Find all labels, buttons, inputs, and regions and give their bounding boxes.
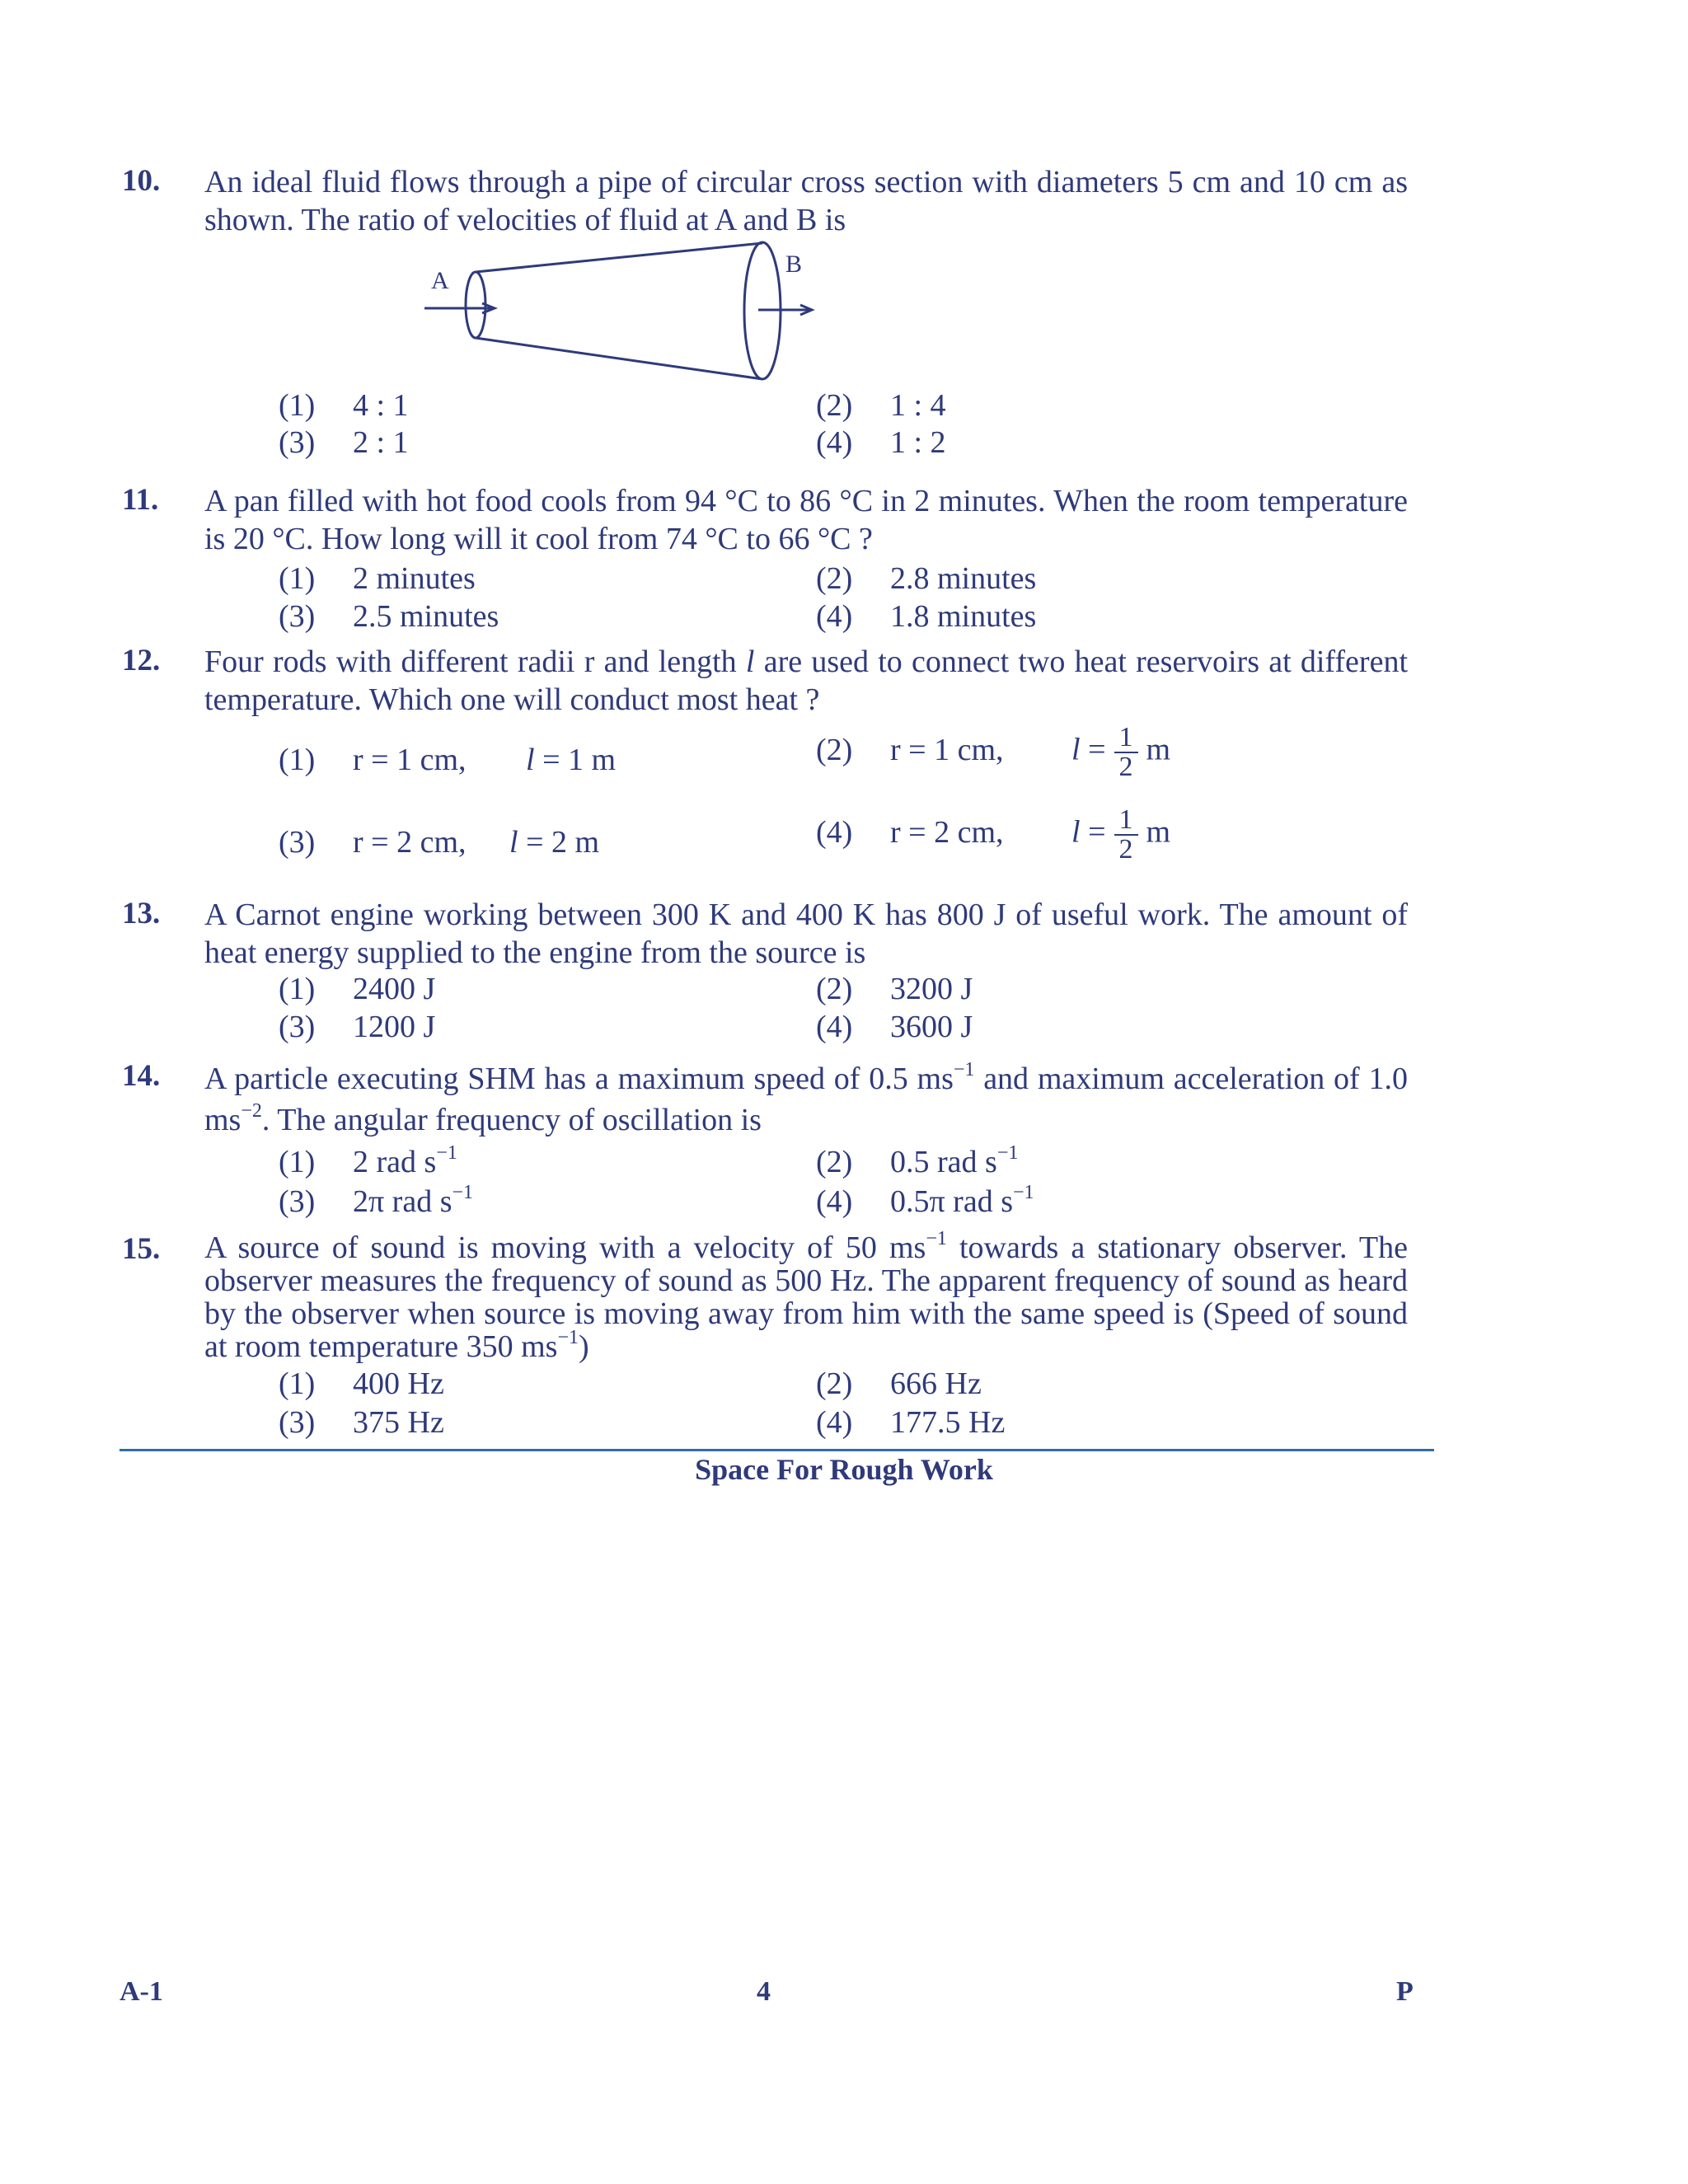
question-number: 12. bbox=[122, 644, 161, 677]
option-14-2[interactable]: (2) 0.5 rad $s^{-1}$ bbox=[816, 1142, 1019, 1179]
footer-right: P bbox=[1396, 1976, 1414, 2007]
rough-work-heading: Space For Rough Work bbox=[695, 1453, 993, 1486]
label-b: B bbox=[785, 251, 803, 278]
option-13-4[interactable]: (4) 3600 J bbox=[816, 1010, 973, 1044]
option-12-1[interactable]: (1) r = 1 cm, l = 1 m bbox=[279, 743, 617, 777]
option-15-1[interactable]: (1) 400 Hz bbox=[279, 1366, 444, 1401]
question-number: 13. bbox=[122, 897, 161, 930]
pipe-end-a bbox=[466, 272, 485, 338]
page-number: 4 bbox=[757, 1976, 771, 2007]
option-10-3[interactable]: (3) 2 : 1 bbox=[279, 425, 409, 460]
fraction: $\frac{1}{2}$ bbox=[1114, 724, 1138, 781]
option-12-4[interactable]: (4) r = 2 cm, l = $\frac{1}{2}$ m bbox=[816, 804, 1171, 865]
question-number: 10. bbox=[122, 164, 161, 198]
pipe-bottom-edge bbox=[476, 338, 762, 379]
option-14-1[interactable]: (1) 2 rad $s^{-1}$ bbox=[279, 1142, 457, 1179]
option-13-1[interactable]: (1) 2400 J bbox=[279, 972, 436, 1006]
question-number: 15. bbox=[122, 1232, 161, 1266]
divider bbox=[120, 1449, 1434, 1451]
option-14-3[interactable]: (3) 2π rad $s^{-1}$ bbox=[279, 1182, 474, 1219]
option-15-2[interactable]: (2) 666 Hz bbox=[816, 1366, 982, 1401]
footer-left: A-1 bbox=[120, 1976, 163, 2007]
option-12-2[interactable]: (2) r = 1 cm, l = $\frac{1}{2}$ m bbox=[816, 722, 1171, 782]
option-11-2[interactable]: (2) 2.8 minutes bbox=[816, 561, 1037, 596]
question-text: A source of sound is moving with a velocity of 50 $ms^{-1}$ towards a stationary observer. The observer measures the frequency of sound as 500 Hz. The apparent frequency of sound as heard by the observer when source is moving away from him with the same speed is (Speed of sound at room temperature 350 $ms^{-1}$) bbox=[204, 1228, 1408, 1364]
option-10-4[interactable]: (4) 1 : 2 bbox=[816, 425, 946, 460]
pipe-diagram bbox=[416, 239, 828, 387]
question-text: A pan filled with hot food cools from 94 °C to 86 °C in 2 minutes. When the room temperature is 20 °C. How long will it cool from 74 °C to 66 °C ? bbox=[204, 484, 1408, 556]
question-text: An ideal fluid flows through a pipe of circular cross section with diameters 5 cm and 10 cm as shown. The ratio of velocities of fluid at A and B is bbox=[204, 165, 1408, 237]
option-15-3[interactable]: (3) 375 Hz bbox=[279, 1405, 444, 1440]
option-11-4[interactable]: (4) 1.8 minutes bbox=[816, 599, 1037, 634]
question-text: Four rods with different radii r and length l are used to connect two heat reservoirs at different temperature. Which one will conduct most heat ? bbox=[204, 644, 1408, 717]
option-11-3[interactable]: (3) 2.5 minutes bbox=[279, 599, 499, 634]
question-number: 14. bbox=[122, 1059, 161, 1093]
option-10-2[interactable]: (2) 1 : 4 bbox=[816, 388, 946, 423]
option-15-4[interactable]: (4) 177.5 Hz bbox=[816, 1405, 1006, 1440]
option-13-2[interactable]: (2) 3200 J bbox=[816, 972, 973, 1006]
option-14-4[interactable]: (4) 0.5π rad $s^{-1}$ bbox=[816, 1182, 1034, 1219]
fraction: $\frac{1}{2}$ bbox=[1114, 806, 1138, 864]
question-text: A particle executing SHM has a maximum speed of 0.5 $ms^{-1}$ and maximum acceleration of 1.0 $ms^{-2}$. The angular frequency of oscillation is bbox=[204, 1059, 1408, 1137]
question-text: A Carnot engine working between 300 K and 400 K has 800 J of useful work. The amount of heat energy supplied to the engine from the source is bbox=[204, 898, 1408, 970]
pipe-top-edge bbox=[476, 243, 762, 272]
question-number: 11. bbox=[122, 483, 159, 517]
option-13-3[interactable]: (3) 1200 J bbox=[279, 1010, 436, 1044]
label-a: A bbox=[431, 267, 449, 294]
option-12-3[interactable]: (3) r = 2 cm, l = 2 m bbox=[279, 825, 600, 860]
option-11-1[interactable]: (1) 2 minutes bbox=[279, 561, 476, 596]
option-10-1[interactable]: (1) 4 : 1 bbox=[279, 388, 409, 423]
